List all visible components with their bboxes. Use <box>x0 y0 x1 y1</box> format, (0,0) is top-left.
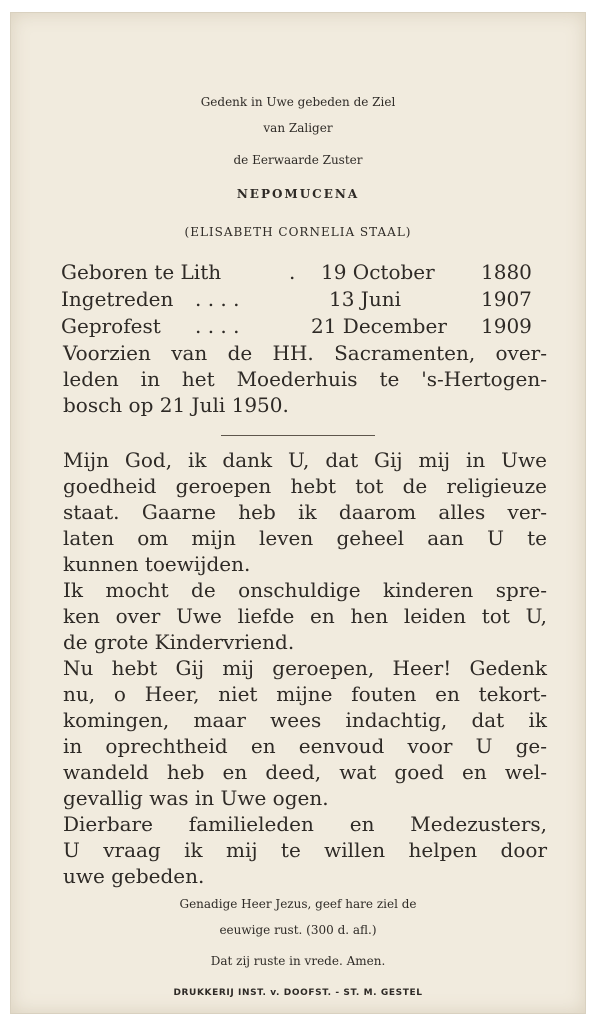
closing-line-3: Dat zij ruste in vrede. Amen. <box>210 954 386 968</box>
header-line-1: Gedenk in Uwe gebeden de Ziel <box>200 95 396 109</box>
date-day: 19 October <box>321 260 435 284</box>
prayer-line: nu, o Heer, niet mijne fouten en tekort- <box>63 682 547 706</box>
prayer-line: in oprechtheid en eenvoud voor U ge- <box>63 734 547 758</box>
header-line-2: van Zaliger <box>263 121 333 135</box>
prayer-line: Mijn God, ik dank U, dat Gij mij in Uwe <box>63 448 547 472</box>
prayer-line: uwe gebeden. <box>63 864 205 888</box>
date-day: 13 Juni <box>329 287 401 311</box>
closing-line-2: eeuwige rust. (300 d. afl.) <box>219 923 377 937</box>
prayer-line: staat. Gaarne heb ik daarom alles ver- <box>63 500 547 524</box>
prayer-line: laten om mijn leven geheel aan U te <box>63 526 547 550</box>
header-line-3: de Eerwaarde Zuster <box>233 153 363 167</box>
date-label: Geprofest <box>61 314 161 338</box>
prayer-line: gevallig was in Uwe ogen. <box>63 786 329 810</box>
date-label: Ingetreden <box>61 287 174 311</box>
date-day: 21 December <box>311 314 447 338</box>
prayer-line: ken over Uwe liefde en hen leiden tot U, <box>63 604 547 628</box>
date-year: 1907 <box>481 287 532 311</box>
prayer-line: komingen, maar wees indachtig, dat ik <box>63 708 547 732</box>
death-line: Voorzien van de HH. Sacramenten, over- <box>63 341 547 365</box>
sister-name: NEPOMUCENA <box>236 187 360 201</box>
date-dots: . <box>289 260 296 284</box>
death-line: bosch op 21 Juli 1950. <box>63 393 289 417</box>
prayer-line: goedheid geroepen hebt tot de religieuze <box>63 474 547 498</box>
prayer-line: U vraag ik mij te willen helpen door <box>63 838 547 862</box>
prayer-line: Nu hebt Gij mij geroepen, Heer! Gedenk <box>63 656 547 680</box>
divider-rule <box>221 435 375 436</box>
prayer-line: wandeld heb en deed, wat goed en wel- <box>63 760 547 784</box>
date-label: Geboren te Lith <box>61 260 222 284</box>
date-dots: . . . . <box>195 314 240 338</box>
sister-fullname: (ELISABETH CORNELIA STAAL) <box>184 225 412 239</box>
prayer-line: kunnen toewijden. <box>63 552 251 576</box>
printer-imprint: DRUKKERIJ INST. v. DOOFST. - ST. M. GESTEL <box>173 988 423 998</box>
date-dots: . . . . <box>195 287 240 311</box>
prayer-line: Ik mocht de onschuldige kinderen spre- <box>63 578 547 602</box>
death-line: leden in het Moederhuis te 's-Hertogen- <box>63 367 547 391</box>
date-year: 1880 <box>481 260 532 284</box>
prayer-line: Dierbare familieleden en Medezusters, <box>63 812 547 836</box>
closing-line-1: Genadige Heer Jezus, geef hare ziel de <box>179 897 417 911</box>
prayer-line: de grote Kindervriend. <box>63 630 295 654</box>
date-year: 1909 <box>481 314 532 338</box>
memorial-card <box>10 12 586 1014</box>
